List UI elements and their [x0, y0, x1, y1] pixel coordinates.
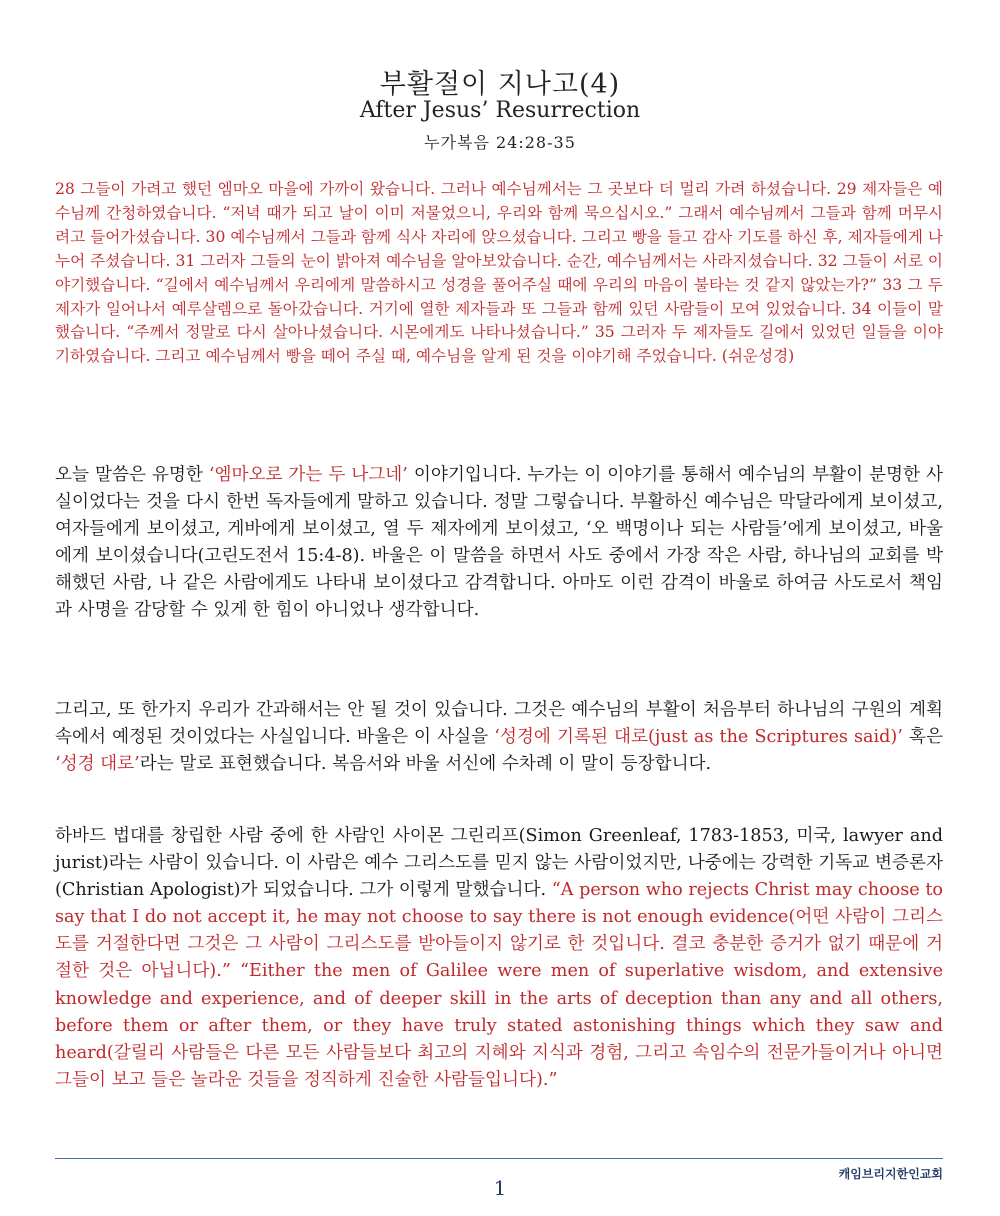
paragraph-scriptures	[55, 697, 943, 778]
paragraph-text: 라는 말로 표현했습니다. 복음서와 바울 서신에 수차례 이 말이 등장합니다.	[139, 754, 712, 775]
church-name: 캐임브리지한인교회	[838, 1167, 943, 1181]
highlighted-quote: ‘성경에 기록된 대로(just as the Scriptures said)’	[494, 727, 903, 748]
highlighted-quote: ‘엠마오로 가는 두 나그네’	[208, 465, 408, 485]
paragraph-text: 그리고, 또 한가지 우리가 간과해서는 안 될 것이 있습니다. 그것은 예수님의 부활이 처음부터 하나님의 구원의 계획 속에서 예정된 것이었다는 사실입니다. 바울은 이 사실을	[55, 700, 943, 748]
paragraph-text: 혹은	[902, 727, 943, 748]
page-subtitle: After Jesus’ Resurrection	[359, 98, 641, 123]
page-title: 부활절이 지나고(4)	[379, 69, 621, 100]
scripture-passage: 28 그들이 가려고 했던 엠마오 마을에 가까이 왔습니다. 그러나 예수님께서는 그 곳보다 더 멀리 가려 하셨습니다. 29 제자들은 예수님께 간청하였습니다. “저녁 때가 되고 날이 이미 저물었으니, 우리와 함께 묵으십시오.” 그래서 예수님께서 그들과 함께 머무시려고 들어가셨습니다. 30 예수님께서 그들과 함께 식사 자리에 앉으셨습니다. 그리고 빵을 들고 감사 기도를 하신 후, 제자들에게 나누어 주셨습니다. 31 그러자 그들의 눈이 밝아져 예수님을 알아보았습니다. 순간, 예수님께서는 사라지셨습니다. 32 그들이 서로 이야기했습니다. “길에서 예수님께서 우리에게 말씀하시고 성경을 풀어주실 때에 우리의 마음이 불타는 것 같지 않았는가?” 33 그 두 제자가 일어나서 예루살렘으로 돌아갔습니다. 거기에 열한 제자들과 또 그들과 함께 있던 사람들이 모여 있었습니다. 34 이들이 말했습니다. “주께서 정말로 다시 살아나셨습니다. 시몬에게도 나타나셨습니다.” 35 그러자 두 제자들도 길에서 있었던 일들을 이야기하였습니다. 그리고 예수님께서 빵을 떼어 주실 때, 예수님을 알게 된 것을 이야기해 주었습니다. (쉬운성경)	[55, 180, 943, 366]
paragraph-text: 오늘 말씀은 유명한	[55, 465, 209, 485]
paragraph-text: 이야기입니다. 누가는 이 이야기를 통해서 예수님의 부활이 분명한 사실이었다는 것을 다시 한번 독자들에게 말하고 있습니다. 정말 그렇습니다. 부활하신 예수님은 막달라에게 보이셨고, 여자들에게 보이셨고, 게바에게 보이셨고, 열 두 제자에게 보이셨고, ‘오 백명이나 되는 사람들’에게 보이셨고, 바울에게 보이셨습니다(고린도전서 15:4-8). 바울은 이 말씀을 하면서 사도 중에서 가장 작은 사람, 하나님의 교회를 박해했던 사람, 나 같은 사람에게도 나타내 보이셨다고 감격합니다. 아마도 이런 감격이 바울로 하여금 사도로서 책임과 사명을 감당할 수 있게 한 힘이 아니었나 생각합니다.	[55, 465, 944, 621]
scripture-reference: 누가복음 24:28-35	[424, 133, 576, 152]
paragraph-greenleaf	[55, 823, 943, 1094]
highlighted-quote: ‘성경 대로’	[55, 754, 140, 775]
page-number: 1	[493, 1176, 507, 1200]
paragraph-text: 하바드 법대를 창립한 사람 중에 한 사람인 사이몬 그린리프(Simon Greenleaf, 1783-1853, 미국, lawyer and jurist)라는 사람이 있습니다. 이 사람은 예수 그리스도를 믿지 않는 사람이었지만, 나중에는 강력한 기독교 변증론자(Christian Apologist)가 되었습니다. 그가 이렇게 말했습니다.	[55, 826, 943, 901]
footer-divider	[55, 1158, 943, 1159]
greenleaf-quote: “A person who rejects Christ may choose to say that I do not accept it, he may not choose to say there is not enough evidence(어떤 사람이 그리스도를 거절한다면 그것은 그 사람이 그리스도를 받아들이지 않기로 한 것입니다. 결코 충분한 증거가 없기 때문에 거절한 것은 아닙니다).” “Either the men of Galilee were men of superlative wisdom, and extensive knowledge and experience, and of deeper skill in the arts of deception than any and all others, before them or after them, or they have truly stated astonishing things which they saw and heard(갈릴리 사람들은 다른 모든 사람들보다 최고의 지혜와 지식과 경험, 그리고 속임수의 전문가들이거나 아니면 그들이 보고 들은 놀라운 것들을 정직하게 진술한 사람들입니다).”	[55, 880, 944, 1090]
paragraph-emmaus	[55, 462, 943, 625]
